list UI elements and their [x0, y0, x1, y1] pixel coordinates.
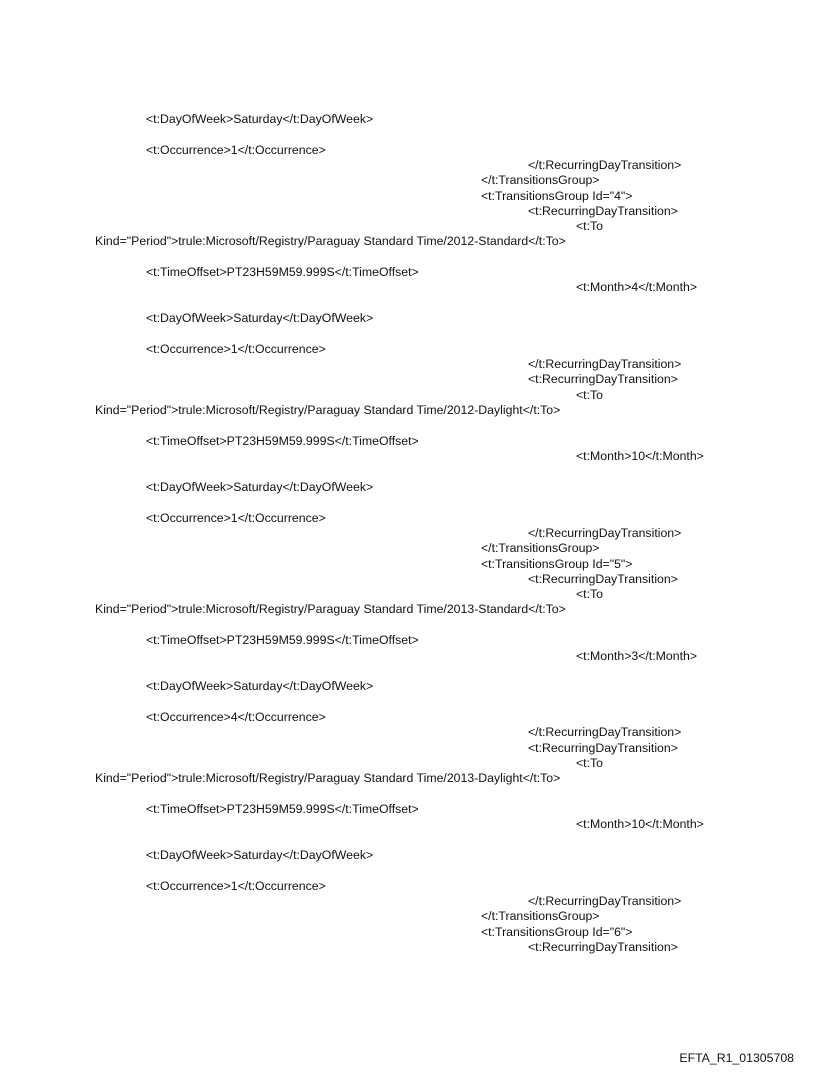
xml-line: </t:TransitionsGroup>: [481, 909, 600, 923]
xml-line: <t:RecurringDayTransition>: [528, 940, 678, 954]
xml-line: <t:Occurrence>4</t:Occurrence>: [146, 710, 326, 724]
xml-line: <t:TransitionsGroup Id="5">: [481, 557, 633, 571]
xml-line: <t:TimeOffset>PT23H59M59.999S</t:TimeOffset>: [146, 802, 419, 816]
xml-line: <t:TransitionsGroup Id="4">: [481, 189, 633, 203]
xml-line: </t:TransitionsGroup>: [481, 173, 600, 187]
xml-line: </t:RecurringDayTransition>: [528, 526, 682, 540]
xml-line: <t:To: [576, 388, 604, 402]
xml-line: <t:TransitionsGroup Id="6">: [481, 925, 633, 939]
xml-line: <t:To: [576, 587, 604, 601]
xml-line: <t:DayOfWeek>Saturday</t:DayOfWeek>: [146, 848, 374, 862]
xml-line: <t:Occurrence>1</t:Occurrence>: [146, 143, 326, 157]
xml-line: <t:DayOfWeek>Saturday</t:DayOfWeek>: [146, 112, 374, 126]
xml-line: <t:RecurringDayTransition>: [528, 572, 678, 586]
xml-line: <t:TimeOffset>PT23H59M59.999S</t:TimeOffset>: [146, 434, 419, 448]
xml-line: <t:To: [576, 219, 604, 233]
xml-line: <t:DayOfWeek>Saturday</t:DayOfWeek>: [146, 311, 374, 325]
xml-line: Kind="Period">trule:Microsoft/Registry/Paraguay Standard Time/2012-Standard</t:To>: [95, 234, 566, 248]
xml-line: </t:RecurringDayTransition>: [528, 357, 682, 371]
xml-line: Kind="Period">trule:Microsoft/Registry/Paraguay Standard Time/2012-Daylight</t:To>: [95, 403, 561, 417]
xml-line: <t:Month>3</t:Month>: [576, 649, 697, 663]
xml-line: </t:RecurringDayTransition>: [528, 894, 682, 908]
document-id-footer: EFTA_R1_01305708: [679, 1051, 794, 1065]
xml-line: <t:Month>10</t:Month>: [576, 449, 704, 463]
xml-line: <t:DayOfWeek>Saturday</t:DayOfWeek>: [146, 679, 374, 693]
xml-line: <t:Occurrence>1</t:Occurrence>: [146, 342, 326, 356]
xml-line: </t:TransitionsGroup>: [481, 541, 600, 555]
xml-line: </t:RecurringDayTransition>: [528, 158, 682, 172]
xml-line: <t:RecurringDayTransition>: [528, 204, 678, 218]
xml-line: <t:To: [576, 756, 604, 770]
xml-line: Kind="Period">trule:Microsoft/Registry/Paraguay Standard Time/2013-Standard</t:To>: [95, 602, 566, 616]
xml-line: <t:TimeOffset>PT23H59M59.999S</t:TimeOffset>: [146, 633, 419, 647]
xml-line: Kind="Period">trule:Microsoft/Registry/Paraguay Standard Time/2013-Daylight</t:To>: [95, 771, 561, 785]
xml-line: <t:Occurrence>1</t:Occurrence>: [146, 879, 326, 893]
xml-line: <t:TimeOffset>PT23H59M59.999S</t:TimeOffset>: [146, 265, 419, 279]
xml-line: <t:Month>10</t:Month>: [576, 817, 704, 831]
xml-line: </t:RecurringDayTransition>: [528, 725, 682, 739]
xml-line: <t:Month>4</t:Month>: [576, 280, 697, 294]
xml-line: <t:Occurrence>1</t:Occurrence>: [146, 511, 326, 525]
xml-line: <t:RecurringDayTransition>: [528, 372, 678, 386]
xml-line: <t:RecurringDayTransition>: [528, 741, 678, 755]
xml-line: <t:DayOfWeek>Saturday</t:DayOfWeek>: [146, 480, 374, 494]
